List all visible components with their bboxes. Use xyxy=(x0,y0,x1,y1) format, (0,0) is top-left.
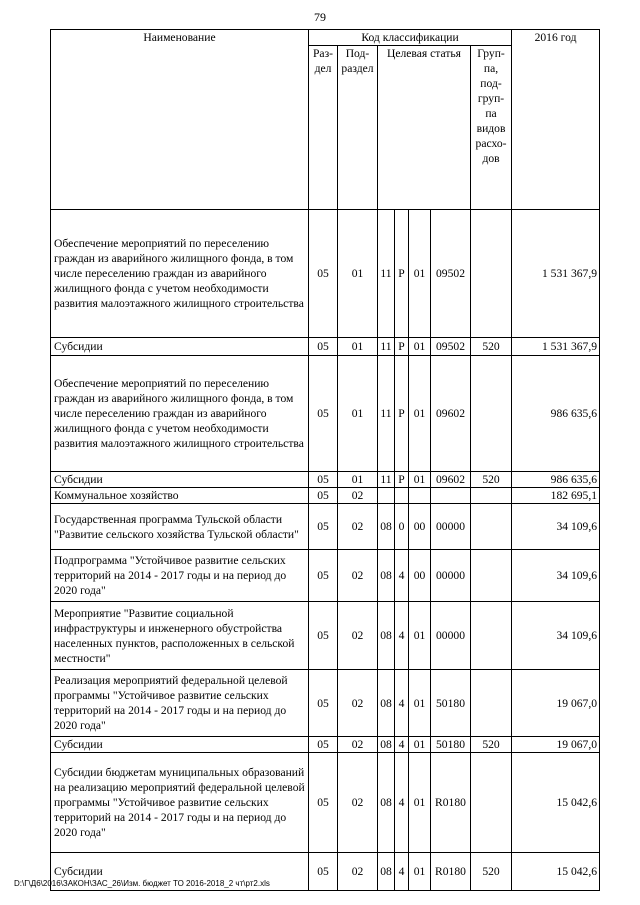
row-program: 11 xyxy=(378,356,395,472)
row-program: 11 xyxy=(378,338,395,356)
row-subprogram: Р xyxy=(395,210,409,338)
table-row xyxy=(51,472,600,488)
row-amount: 34 109,6 xyxy=(512,602,600,670)
row-name: Подпрограмма "Устойчивое развитие сельских территорий на 2014 - 2017 годы и на период до 2020 года" xyxy=(51,550,309,602)
row-section: 05 xyxy=(309,210,338,338)
row-amount: 182 695,1 xyxy=(512,488,600,504)
page-number: 79 xyxy=(314,10,326,24)
row-direction: 00000 xyxy=(431,602,471,670)
row-direction: 09602 xyxy=(431,356,471,472)
row-section: 05 xyxy=(309,338,338,356)
row-name: Субсидии xyxy=(51,472,309,488)
row-subprogram: 4 xyxy=(395,753,409,853)
row-expense-type: 520 xyxy=(471,472,512,488)
row-section: 05 xyxy=(309,602,338,670)
row-section: 05 xyxy=(309,737,338,753)
row-expense-type xyxy=(471,210,512,338)
row-direction: 50180 xyxy=(431,737,471,753)
row-subsection: 02 xyxy=(338,670,378,737)
row-expense-type xyxy=(471,504,512,550)
row-amount: 15 042,6 xyxy=(512,853,600,891)
header-name: Наименование xyxy=(51,30,309,210)
row-direction: 09502 xyxy=(431,210,471,338)
row-direction: R0180 xyxy=(431,853,471,891)
row-expense-type: 520 xyxy=(471,338,512,356)
row-direction: R0180 xyxy=(431,753,471,853)
row-subsection: 02 xyxy=(338,550,378,602)
row-event: 01 xyxy=(409,356,431,472)
row-event: 01 xyxy=(409,737,431,753)
row-subsection: 02 xyxy=(338,753,378,853)
row-subprogram: 4 xyxy=(395,550,409,602)
row-section: 05 xyxy=(309,488,338,504)
row-expense-type: 520 xyxy=(471,853,512,891)
row-event: 01 xyxy=(409,753,431,853)
row-name: Реализация мероприятий федеральной целевой программы "Устойчивое развитие сельских территорий на 2014 - 2017 годы и на период до 2020 года" xyxy=(51,670,309,737)
table-row xyxy=(51,753,600,853)
header-year: 2016 год xyxy=(512,30,600,210)
table-row xyxy=(51,602,600,670)
row-program: 11 xyxy=(378,210,395,338)
row-amount: 986 635,6 xyxy=(512,472,600,488)
row-name: Обеспечение мероприятий по переселению граждан из аварийного жилищного фонда, в том числе переселению граждан из аварийного жилищного фонда с учетом необходимости развития малоэтажного жилищного строительства xyxy=(51,356,309,472)
row-expense-type xyxy=(471,488,512,504)
row-event: 00 xyxy=(409,504,431,550)
row-section: 05 xyxy=(309,670,338,737)
row-direction: 09602 xyxy=(431,472,471,488)
row-amount: 34 109,6 xyxy=(512,550,600,602)
row-event: 01 xyxy=(409,853,431,891)
row-subprogram: Р xyxy=(395,356,409,472)
row-subsection: 01 xyxy=(338,472,378,488)
table-row xyxy=(51,210,600,338)
row-amount: 15 042,6 xyxy=(512,753,600,853)
row-subsection: 02 xyxy=(338,853,378,891)
row-amount: 1 531 367,9 xyxy=(512,210,600,338)
row-program: 08 xyxy=(378,602,395,670)
row-amount: 986 635,6 xyxy=(512,356,600,472)
row-event: 01 xyxy=(409,210,431,338)
row-event xyxy=(409,488,431,504)
row-program: 08 xyxy=(378,753,395,853)
row-subprogram: Р xyxy=(395,472,409,488)
row-subsection: 02 xyxy=(338,488,378,504)
row-subsection: 02 xyxy=(338,504,378,550)
row-direction: 00000 xyxy=(431,550,471,602)
file-path-footer: D:\Г\Д6\2016\ЗАКОН\ЗАС_26\Изм. бюджет ТО 2016-2018_2 чт\рт2.xls xyxy=(14,879,270,888)
row-expense-type xyxy=(471,602,512,670)
row-subprogram: 4 xyxy=(395,853,409,891)
header-row-1 xyxy=(51,30,600,46)
row-event: 01 xyxy=(409,472,431,488)
row-expense-type xyxy=(471,670,512,737)
row-program: 08 xyxy=(378,853,395,891)
row-section: 05 xyxy=(309,550,338,602)
row-program: 08 xyxy=(378,670,395,737)
row-subprogram: 0 xyxy=(395,504,409,550)
budget-table xyxy=(50,29,600,891)
header-target-article: Целевая статья xyxy=(378,46,471,210)
row-subprogram xyxy=(395,488,409,504)
row-program: 11 xyxy=(378,472,395,488)
row-expense-type xyxy=(471,550,512,602)
row-subprogram: 4 xyxy=(395,670,409,737)
table-row xyxy=(51,550,600,602)
table-row xyxy=(51,670,600,737)
row-program: 08 xyxy=(378,504,395,550)
table-row xyxy=(51,338,600,356)
row-name: Субсидии xyxy=(51,737,309,753)
row-amount: 1 531 367,9 xyxy=(512,338,600,356)
row-subprogram: Р xyxy=(395,338,409,356)
row-section: 05 xyxy=(309,504,338,550)
row-section: 05 xyxy=(309,472,338,488)
table-row xyxy=(51,737,600,753)
row-subprogram: 4 xyxy=(395,602,409,670)
row-event: 01 xyxy=(409,602,431,670)
row-name: Субсидии xyxy=(51,338,309,356)
row-subsection: 01 xyxy=(338,356,378,472)
row-amount: 34 109,6 xyxy=(512,504,600,550)
row-subsection: 02 xyxy=(338,737,378,753)
row-program: 08 xyxy=(378,550,395,602)
header-section: Раз-дел xyxy=(309,46,338,210)
row-program: 08 xyxy=(378,737,395,753)
row-subsection: 01 xyxy=(338,338,378,356)
header-subsection: Под-раздел xyxy=(338,46,378,210)
row-name: Субсидии бюджетам муниципальных образований на реализацию мероприятий федеральной целевой программы "Устойчивое развитие сельских территорий на 2014 - 2017 годы и на период до 2020 года" xyxy=(51,753,309,853)
table-row xyxy=(51,356,600,472)
row-section: 05 xyxy=(309,356,338,472)
row-amount: 19 067,0 xyxy=(512,670,600,737)
row-subprogram: 4 xyxy=(395,737,409,753)
row-direction xyxy=(431,488,471,504)
row-section: 05 xyxy=(309,853,338,891)
row-name: Субсидии xyxy=(51,853,309,891)
row-direction: 00000 xyxy=(431,504,471,550)
row-event: 01 xyxy=(409,338,431,356)
header-expense-group: Груп-па, под-груп-па видов расхо-дов xyxy=(471,46,512,210)
header-classification: Код классификации xyxy=(309,30,512,46)
row-name: Мероприятие "Развитие социальной инфраструктуры и инженерного обустройства населенных пунктов, расположенных в сельской местности" xyxy=(51,602,309,670)
row-subsection: 02 xyxy=(338,602,378,670)
table-row xyxy=(51,504,600,550)
row-expense-type xyxy=(471,356,512,472)
row-expense-type: 520 xyxy=(471,737,512,753)
row-name: Коммунальное хозяйство xyxy=(51,488,309,504)
row-name: Государственная программа Тульской области "Развитие сельского хозяйства Тульской области" xyxy=(51,504,309,550)
row-expense-type xyxy=(471,753,512,853)
table-row xyxy=(51,488,600,504)
row-direction: 09502 xyxy=(431,338,471,356)
row-event: 00 xyxy=(409,550,431,602)
row-name: Обеспечение мероприятий по переселению граждан из аварийного жилищного фонда, в том числе переселению граждан из аварийного жилищного фонда с учетом необходимости развития малоэтажного жилищного строительства xyxy=(51,210,309,338)
row-section: 05 xyxy=(309,753,338,853)
row-program xyxy=(378,488,395,504)
row-direction: 50180 xyxy=(431,670,471,737)
row-amount: 19 067,0 xyxy=(512,737,600,753)
row-subsection: 01 xyxy=(338,210,378,338)
row-event: 01 xyxy=(409,670,431,737)
